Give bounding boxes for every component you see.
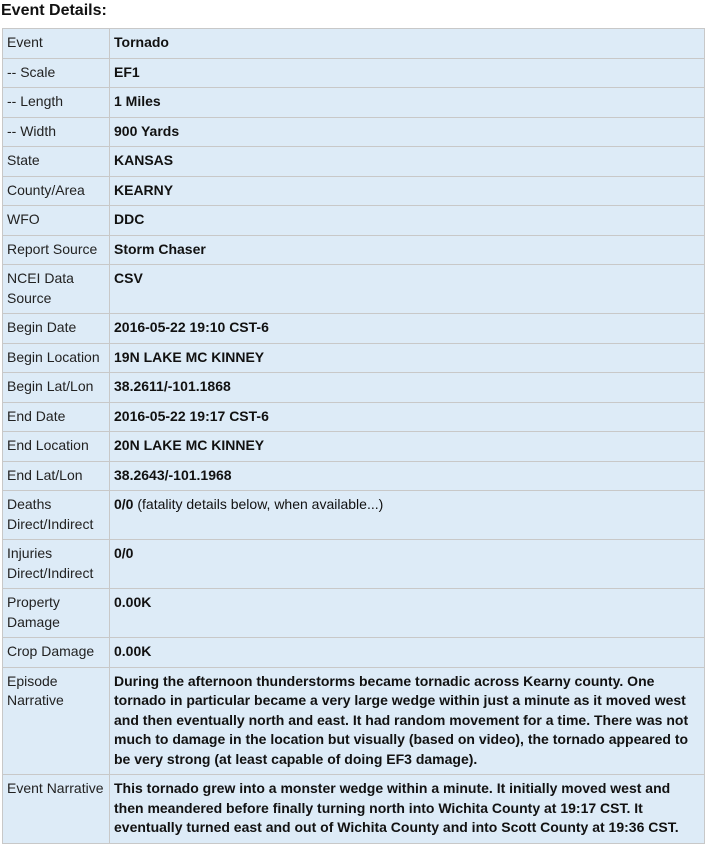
table-row	[3, 206, 705, 236]
row-value: 20N LAKE MC KINNEY	[110, 432, 705, 462]
row-label: Episode Narrative	[3, 667, 110, 775]
row-label: End Location	[3, 432, 110, 462]
event-narrative: This tornado grew into a monster wedge within a minute. It initially moved west and then meandered before finally turning north into Wichita County at 19:17 CST. It eventually turned east and out of Wichita County and into Scott County at 19:36 CST.	[110, 775, 705, 844]
row-label: Report Source	[3, 235, 110, 265]
row-label: Crop Damage	[3, 638, 110, 668]
table-row	[3, 589, 705, 638]
row-value: DDC	[110, 206, 705, 236]
row-label: -- Length	[3, 88, 110, 118]
row-value: 0.00K	[110, 638, 705, 668]
row-value: 0.00K	[110, 589, 705, 638]
row-value: 19N LAKE MC KINNEY	[110, 343, 705, 373]
table-row	[3, 117, 705, 147]
table-row	[3, 29, 705, 59]
row-value: Tornado	[110, 29, 705, 59]
row-value: KANSAS	[110, 147, 705, 177]
row-value: 2016-05-22 19:10 CST-6	[110, 314, 705, 344]
row-label: Begin Lat/Lon	[3, 373, 110, 403]
row-label: Event	[3, 29, 110, 59]
row-label: Injuries Direct/Indirect	[3, 540, 110, 589]
table-row	[3, 88, 705, 118]
table-row	[3, 314, 705, 344]
deaths-value: 0/0	[114, 496, 134, 512]
table-row	[3, 402, 705, 432]
table-row	[3, 343, 705, 373]
row-label: State	[3, 147, 110, 177]
fatality-note: (fatality details below, when available...)	[137, 496, 384, 512]
table-row	[3, 58, 705, 88]
row-label: NCEI Data Source	[3, 265, 110, 314]
table-row	[3, 638, 705, 668]
table-row	[3, 432, 705, 462]
table-row	[3, 491, 705, 540]
row-value: 38.2643/-101.1968	[110, 461, 705, 491]
table-row	[3, 775, 705, 844]
row-label: Deaths Direct/Indirect	[3, 491, 110, 540]
row-label: Event Narrative	[3, 775, 110, 844]
table-row	[3, 176, 705, 206]
row-label: County/Area	[3, 176, 110, 206]
row-value: 900 Yards	[110, 117, 705, 147]
table-row	[3, 667, 705, 775]
row-value: CSV	[110, 265, 705, 314]
section-heading: Event Details:	[1, 2, 107, 19]
event-details-table	[2, 28, 705, 844]
table-row	[3, 540, 705, 589]
row-label: Begin Location	[3, 343, 110, 373]
table-row	[3, 265, 705, 314]
row-label: End Date	[3, 402, 110, 432]
row-value: 1 Miles	[110, 88, 705, 118]
row-value: 0/0	[110, 540, 705, 589]
row-label: WFO	[3, 206, 110, 236]
row-value: EF1	[110, 58, 705, 88]
episode-narrative: During the afternoon thunderstorms became tornadic across Kearny county. One tornado in particular became a very large wedge within just a minute as it moved west and then eventually north and east. It had random movement for a time. There was not much to damage in the location but visually (based on video), the tornado appeared to be very strong (at least capable of doing EF3 damage).	[110, 667, 705, 775]
table-row	[3, 235, 705, 265]
row-value	[110, 491, 705, 540]
row-label: -- Width	[3, 117, 110, 147]
row-label: Begin Date	[3, 314, 110, 344]
row-label: -- Scale	[3, 58, 110, 88]
row-value: Storm Chaser	[110, 235, 705, 265]
row-label: Property Damage	[3, 589, 110, 638]
table-row	[3, 461, 705, 491]
row-value: 38.2611/-101.1868	[110, 373, 705, 403]
table-row	[3, 147, 705, 177]
table-row	[3, 373, 705, 403]
row-value: 2016-05-22 19:17 CST-6	[110, 402, 705, 432]
row-label: End Lat/Lon	[3, 461, 110, 491]
row-value: KEARNY	[110, 176, 705, 206]
